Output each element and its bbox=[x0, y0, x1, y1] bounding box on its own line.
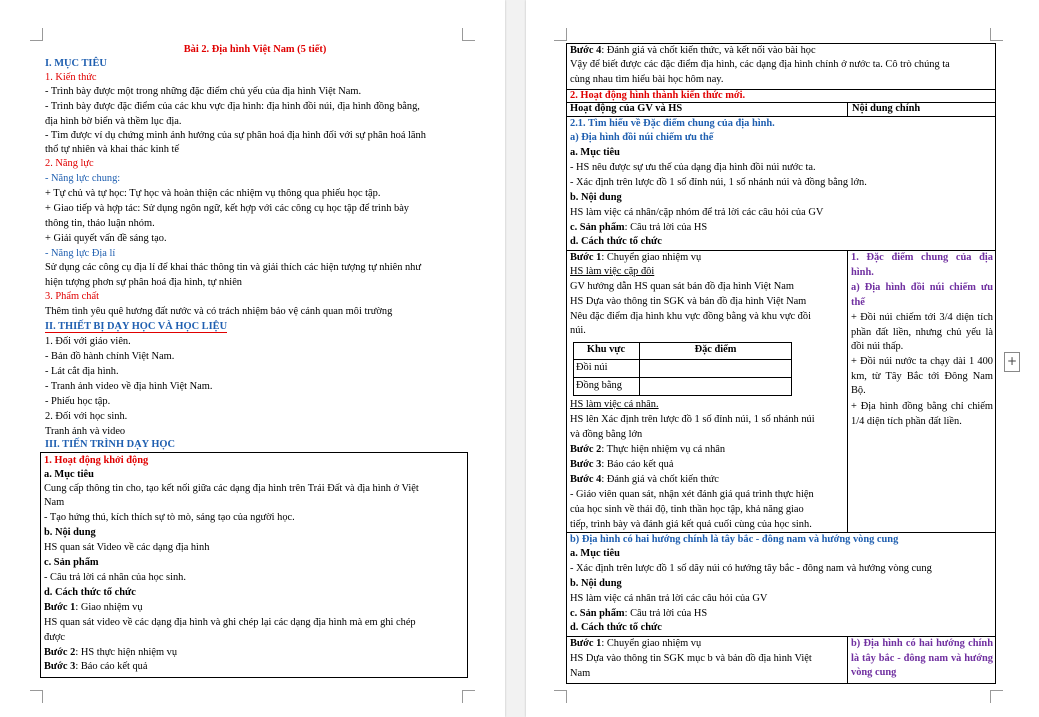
text-line: HS quan sát video về các dạng địa hình và ghi chép lại các dạng địa hình mà em ghi chép bbox=[44, 617, 416, 628]
text-line: của học sinh về thái độ, tinh thần học tập, khả năng giao bbox=[570, 504, 804, 515]
text-line: - Giáo viên quan sát, nhận xét đánh giá quá trình thực hiện bbox=[570, 489, 814, 500]
row-divider bbox=[573, 377, 792, 378]
text-line: - Năng lực chung: bbox=[45, 173, 121, 184]
content-text: + Địa hình đồng bằng chỉ chiếm 1/4 diện tích phần đất liền. bbox=[851, 401, 993, 427]
subsection-heading: 2. Năng lực bbox=[45, 158, 94, 169]
text-line: Nam bbox=[44, 497, 65, 508]
text-line: d. Cách thức tổ chức bbox=[570, 622, 662, 633]
text-line: và đồng bằng lớn bbox=[570, 429, 643, 440]
text-line bbox=[570, 473, 719, 488]
section-heading: III. TIẾN TRÌNH DẠY HỌC bbox=[45, 439, 176, 450]
text-line: HS làm việc cá nhân trả lời các câu hỏi của GV bbox=[570, 593, 768, 604]
text-line: + Giải quyết vấn đề sáng tạo. bbox=[45, 233, 167, 244]
section-heading bbox=[45, 320, 227, 335]
step-label: Bước 3 bbox=[570, 459, 602, 470]
text-line bbox=[44, 660, 147, 675]
text-line: 1. Đối với giáo viên. bbox=[45, 336, 131, 347]
text-line: HS Dựa vào thông tin SGK mục b và bản đồ địa hình Việt bbox=[570, 653, 812, 664]
text-line: d. Cách thức tổ chức bbox=[44, 587, 136, 598]
text-line: cùng nhau tìm hiểu bài học hôm nay. bbox=[570, 74, 724, 85]
crop-mark bbox=[30, 28, 43, 41]
text-line: - Phiếu học tập. bbox=[45, 396, 111, 407]
text-line bbox=[44, 601, 143, 616]
text-line: thổ tự nhiên và khai thác kinh tế bbox=[45, 144, 180, 155]
step-label: Bước 1 bbox=[44, 602, 76, 613]
text-line: Nam bbox=[570, 668, 591, 679]
text-line: Thêm tình yêu quê hương đất nước và có trách nhiệm bảo vệ cảnh quan môi trường bbox=[45, 306, 393, 317]
step-label: Bước 4 bbox=[570, 45, 602, 56]
step-label: Bước 3 bbox=[44, 661, 76, 672]
text-line: HS làm việc cặp đôi bbox=[570, 266, 655, 277]
crop-mark bbox=[462, 28, 475, 41]
text-line: HS làm việc cá nhân. bbox=[570, 399, 659, 410]
text-line: GV hướng dẫn HS quan sát bản đồ địa hình Việt Nam bbox=[570, 281, 794, 292]
text-line: được bbox=[44, 632, 65, 643]
text-line: c. Sản phẩm bbox=[44, 557, 99, 568]
text-line bbox=[570, 44, 816, 59]
text-line: b. Nội dung bbox=[570, 578, 622, 589]
column-header: Hoạt động của GV và HS bbox=[570, 103, 683, 114]
content-subheading: a) Địa hình đồi núi chiếm ưu thế bbox=[851, 282, 993, 308]
document-page-right bbox=[526, 0, 1039, 717]
column-divider bbox=[847, 250, 848, 533]
text-line: - Tìm được ví dụ chứng minh ảnh hưởng của sự phân hoá địa hình đối với sự phân hoá lãnh bbox=[45, 130, 426, 141]
text-line: - Xác định trên lược đồ 1 số đỉnh núi, 1 số nhánh núi và đồng bằng lớn. bbox=[570, 177, 867, 188]
text-line: HS Dựa vào thông tin SGK và bản đồ địa hình Việt Nam bbox=[570, 296, 807, 307]
label-text: : Câu trả lời của HS bbox=[624, 222, 708, 233]
subsection-heading: 1. Kiến thức bbox=[45, 72, 97, 83]
text-line: + Giao tiếp và hợp tác: Sử dụng ngôn ngữ, kết hợp với các công cụ học tập để trình bày bbox=[45, 203, 410, 214]
text-line: HS quan sát Video về các dạng địa hình bbox=[44, 542, 210, 553]
text-line: địa hình bờ biển và thềm lục địa. bbox=[45, 116, 182, 127]
step-text: : Thực hiện nhiệm vụ cá nhân bbox=[601, 444, 726, 455]
text-line: Sử dụng các công cụ địa lí để khai thác thông tin và giải thích các hiện tượng tự nhiên như bbox=[45, 262, 422, 273]
label-text: : Câu trả lời của HS bbox=[624, 608, 708, 619]
text-line: d. Cách thức tổ chức bbox=[570, 236, 662, 247]
column-divider bbox=[847, 102, 848, 117]
text-line bbox=[570, 637, 701, 652]
text-line bbox=[44, 646, 177, 661]
text-line: Tranh ảnh và video bbox=[45, 426, 126, 437]
step-text: : Đánh giá và chốt kiến thức, và kết nối vào bài học bbox=[601, 45, 816, 56]
text-line: - Trình bày được đặc điểm của các khu vực địa hình: địa hình đồi núi, địa hình đồng bằng, bbox=[45, 101, 420, 112]
text-line: - HS nêu được sự ưu thế của dạng địa hình đồi núi nước ta. bbox=[570, 162, 816, 173]
label: c. Sản phẩm bbox=[570, 608, 625, 619]
crop-mark bbox=[554, 28, 567, 41]
text-line: a. Mục tiêu bbox=[570, 147, 620, 158]
column-divider bbox=[847, 636, 848, 684]
text-line: b. Nội dung bbox=[570, 192, 622, 203]
subsection-heading: 2.1. Tìm hiểu về Đặc điểm chung của địa hình. bbox=[570, 118, 775, 129]
text-line: hiện tượng phơn sự phân hoá địa hình, tự nhiên bbox=[45, 277, 242, 288]
table-cell: Đồng bằng bbox=[576, 380, 622, 391]
step-text: : Giao nhiệm vụ bbox=[75, 602, 143, 613]
step-text: : Đánh giá và chốt kiến thức bbox=[601, 474, 719, 485]
column-header: Nội dung chính bbox=[852, 103, 921, 114]
step-label: Bước 2 bbox=[44, 647, 76, 658]
content-subheading: b) Địa hình có hai hướng chính là tây bắc - đông nam và hướng vòng cung bbox=[851, 638, 993, 679]
activity-heading: 2. Hoạt động hình thành kiến thức mới. bbox=[570, 90, 746, 101]
text-line bbox=[570, 251, 701, 266]
text-line: Cung cấp thông tin cho, tạo kết nối giữa các dạng địa hình trên Trái Đất và địa hình ở Việt bbox=[44, 483, 419, 494]
label: c. Sản phẩm bbox=[570, 222, 625, 233]
content-heading: 1. Đặc điểm chung của địa hình. bbox=[851, 252, 993, 278]
text-line: - Câu trả lời cá nhân của học sinh. bbox=[44, 572, 186, 583]
text-line: thông tin, thảo luận nhóm. bbox=[45, 218, 155, 229]
section-heading: I. MỤC TIÊU bbox=[45, 58, 107, 69]
content-text: + Đồi núi nước ta chạy dài 1 400 km, từ Tây Bắc tới Đông Nam Bộ. bbox=[851, 356, 993, 397]
text-line bbox=[570, 221, 707, 236]
activity-heading: 1. Hoạt động khởi động bbox=[44, 455, 149, 466]
crop-mark bbox=[462, 690, 475, 703]
step-text: : Báo cáo kết quả bbox=[601, 459, 674, 470]
text-line: HS làm việc cá nhân/cặp nhóm để trả lời các câu hỏi của GV bbox=[570, 207, 824, 218]
add-row-button[interactable]: + bbox=[1004, 352, 1020, 372]
text-line: - Lát cắt địa hình. bbox=[45, 366, 119, 377]
crop-mark bbox=[554, 690, 567, 703]
document-page-left bbox=[0, 0, 505, 717]
text-line: tiếp, trình bày và đánh giá kết quả cuối cùng của học sinh. bbox=[570, 519, 812, 530]
row-divider bbox=[573, 359, 792, 360]
section-heading-text: II. THIẾT BỊ DẠY HỌC VÀ HỌC LIỆU bbox=[45, 321, 228, 332]
text-line: + Tự chủ và tự học: Tự học và hoàn thiện các nhiệm vụ thông qua phiếu học tập. bbox=[45, 188, 381, 199]
table-cell: Đồi núi bbox=[576, 362, 608, 373]
text-line: - Trình bày được một trong những đặc điểm chủ yếu của địa hình Việt Nam. bbox=[45, 86, 362, 97]
crop-mark bbox=[990, 690, 1003, 703]
table-header: Đặc điểm bbox=[694, 344, 737, 355]
text-line: - Tạo hứng thú, kích thích sự tò mò, sáng tạo của người học. bbox=[44, 512, 295, 523]
subsection-heading: 3. Phẩm chất bbox=[45, 291, 99, 302]
step-label: Bước 1 bbox=[570, 252, 602, 263]
text-line: b. Nội dung bbox=[44, 527, 96, 538]
text-line: Vậy để biết được các đặc điểm địa hình, các dạng địa hình chính ở nước ta. Cô trò chúng ta bbox=[570, 59, 950, 70]
subsection-heading: a) Địa hình đồi núi chiếm ưu thế bbox=[570, 132, 714, 143]
text-line: HS lên Xác định trên lược đồ 1 số đỉnh núi, 1 số nhánh núi bbox=[570, 414, 815, 425]
text-line: 2. Đối với học sinh. bbox=[45, 411, 128, 422]
text-line: Nêu đặc điểm địa hình khu vực đồng bằng và khu vực đồi bbox=[570, 311, 811, 322]
subsection-heading: b) Địa hình có hai hướng chính là tây bắc - đông nam và hướng vòng cung bbox=[570, 534, 899, 545]
text-line bbox=[570, 458, 673, 473]
crop-mark bbox=[990, 28, 1003, 41]
crop-mark bbox=[30, 690, 43, 703]
text-line: - Xác định trên lược đồ 1 số dãy núi có hướng tây bắc - đông nam và hướng vòng cung bbox=[570, 563, 932, 574]
step-label: Bước 2 bbox=[570, 444, 602, 455]
content-text: + Đồi núi chiếm tới 3/4 diện tích phần đất liền, nhưng chủ yếu là đồi núi thấp. bbox=[851, 312, 993, 353]
step-text: : Báo cáo kết quả bbox=[75, 661, 148, 672]
text-line: a. Mục tiêu bbox=[44, 469, 94, 480]
step-text: : Chuyển giao nhiệm vụ bbox=[601, 252, 702, 263]
text-line: - Bản đồ hành chính Việt Nam. bbox=[45, 351, 175, 362]
text-line bbox=[570, 443, 725, 458]
table-header: Khu vực bbox=[586, 344, 626, 355]
step-label: Bước 1 bbox=[570, 638, 602, 649]
text-line: a. Mục tiêu bbox=[570, 548, 620, 559]
text-line: - Năng lực Địa lí bbox=[45, 248, 116, 259]
lesson-title: Bài 2. Địa hình Việt Nam (5 tiết) bbox=[183, 44, 327, 55]
step-text: : HS thực hiện nhiệm vụ bbox=[75, 647, 178, 658]
text-line bbox=[570, 607, 707, 622]
text-line: - Tranh ảnh video về địa hình Việt Nam. bbox=[45, 381, 213, 392]
step-label: Bước 4 bbox=[570, 474, 602, 485]
step-text: : Chuyển giao nhiệm vụ bbox=[601, 638, 702, 649]
text-line: núi. bbox=[570, 325, 586, 336]
